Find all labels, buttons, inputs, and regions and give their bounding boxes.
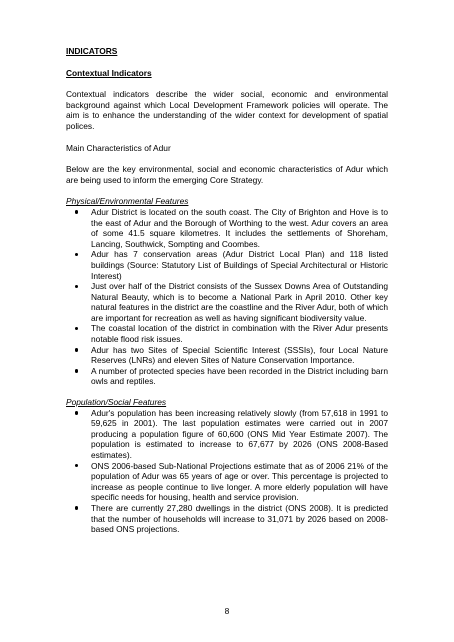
intro-paragraph: Contextual indicators describe the wider social, economic and environmental background against which Local Development Framework policies will operate. The aim is to enhance the understanding of the wider context for development of spatial polices. bbox=[66, 89, 388, 131]
list-item: A number of protected species have been recorded in the District including barn owls and reptiles. bbox=[66, 366, 388, 387]
page-number: 8 bbox=[224, 606, 230, 616]
list-item: Just over half of the District consists of the Sussex Downs Area of Outstanding Natural Beauty, which is to become a National Park in April 2010. Other key natural features in the district are the coastline and the River Adur, both of which are important for recreation as well as having significant biodiversity value. bbox=[66, 281, 388, 323]
main-characteristics-intro: Below are the key environmental, social and economic characteristics of Adur which are being used to inform the emerging Core Strategy. bbox=[66, 164, 388, 185]
list-item: Adur District is located on the south coast. The City of Brighton and Hove is to the east of Adur and the Borough of Worthing to the west. Adur covers an area of some 41.5 square kilometres. It includes the settlements of Shoreham, Lancing, Southwick, Sompting and Coombes. bbox=[66, 207, 388, 249]
physical-features-list bbox=[66, 207, 388, 387]
list-item: Adur has two Sites of Special Scientific Interest (SSSIs), four Local Nature Reserves (LNRs) and eleven Sites of Nature Conservation Importance. bbox=[66, 345, 388, 366]
population-features-title: Population/Social Features bbox=[66, 397, 167, 408]
section-heading: Contextual Indicators bbox=[66, 67, 152, 78]
population-features-list bbox=[66, 408, 388, 535]
page-heading: INDICATORS bbox=[66, 46, 118, 56]
main-characteristics-title: Main Characteristics of Adur bbox=[66, 142, 171, 153]
list-item: Adur has 7 conservation areas (Adur District Local Plan) and 118 listed buildings (Source: Statutory List of Buildings of Special Architectural or Historic Interest) bbox=[66, 249, 388, 281]
list-item: Adur's population has been increasing relatively slowly (from 57,618 in 1991 to 59,625 in 2001). The last population estimates were carried out in 2007 producing a population figure of 60,600 (ONS Mid Year Estimate 2007). The population is estimated to increase to 67,677 by 2026 (ONS 2008-Based estimates). bbox=[66, 408, 388, 461]
list-item: ONS 2006-based Sub-National Projections estimate that as of 2006 21% of the population of Adur was 65 years of age or over. This percentage is projected to increase as people continue to live longer. A more elderly population will have specific needs for housing, health and service provision. bbox=[66, 461, 388, 503]
list-item: There are currently 27,280 dwellings in the district (ONS 2008). It is predicted that the number of households will increase to 31,071 by 2026 based on 2008-based ONS projections. bbox=[66, 503, 388, 535]
list-item: The coastal location of the district in combination with the River Adur presents notable flood risk issues. bbox=[66, 323, 388, 344]
physical-features-title: Physical/Environmental Features bbox=[66, 196, 189, 207]
page-content bbox=[66, 46, 388, 535]
